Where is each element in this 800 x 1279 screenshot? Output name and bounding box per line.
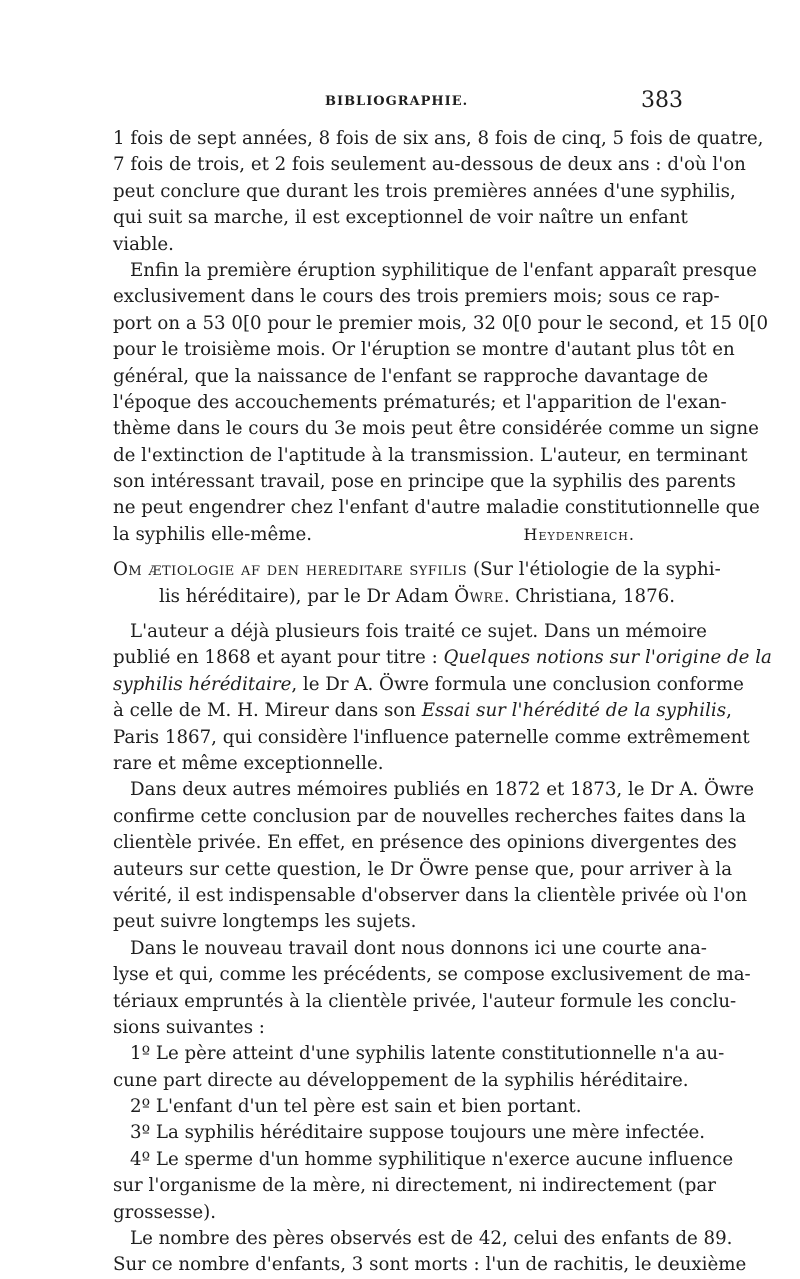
- text-line: [113, 672, 744, 698]
- text-run: , le Dr A. Öwre formula une conclusion conforme: [291, 673, 744, 695]
- page: [113, 88, 772, 1279]
- text-line: 1 fois de sept années, 8 fois de six ans, 8 fois de cinq, 5 fois de quatre,: [113, 128, 764, 149]
- text-run: publié en 1868 et ayant pour titre :: [113, 647, 444, 669]
- text-line: thème dans le cours du 3e mois peut être considérée comme un signe: [113, 418, 759, 440]
- review-2-heading: [113, 557, 721, 610]
- text-line: pour le troisième mois. Or l'éruption se montre d'autant plus tôt en: [113, 339, 735, 361]
- cited-title: Essai sur l'hérédité de la syphilis: [421, 700, 727, 722]
- text-line: son intéressant travail, pose en principe que la syphilis des parents: [113, 471, 736, 493]
- text-line: l'époque des accouchements prématurés; et l'apparition de l'exan-: [113, 391, 727, 413]
- cited-title: syphilis héréditaire: [113, 673, 292, 695]
- text-run: à celle de M. H. Mireur dans son: [113, 700, 422, 722]
- text-run: ,: [726, 700, 732, 722]
- text-line: Le nombre des pères observés est de 42, celui des enfants de 89.: [130, 1228, 733, 1250]
- text-line: Dans deux autres mémoires publiés en 1872 et 1873, le Dr A. Öwre: [130, 779, 755, 801]
- text-line: peut conclure que durant les trois premières années d'une syphilis,: [113, 180, 736, 202]
- conclusion-item: 3º La syphilis héréditaire suppose toujours une mère infectée.: [130, 1122, 706, 1144]
- text-line: Sur ce nombre d'enfants, 3 sont morts : l'un de rachitis, le deuxième: [113, 1254, 747, 1276]
- text-line: peut suivre longtemps les sujets.: [113, 911, 417, 933]
- conclusion-item: cune part directe au développement de la syphilis héréditaire.: [113, 1069, 689, 1091]
- conclusion-item: sur l'organisme de la mère, ni directement, ni indirectement (par: [113, 1175, 716, 1197]
- heading-text: lis héréditaire), par le Dr Adam: [159, 585, 455, 607]
- text-line: exclusivement dans le cours des trois premiers mois; sous ce rap-: [113, 286, 720, 308]
- text-line: Paris 1867, qui considère l'influence paternelle comme extrêmement: [113, 726, 750, 748]
- conclusion-item: 4º Le sperme d'un homme syphilitique n'exerce aucune influence: [130, 1148, 734, 1170]
- text-line: Enfin la première éruption syphilitique de l'enfant apparaît presque: [130, 259, 757, 281]
- text-line: 7 fois de trois, et 2 fois seulement au-dessous de deux ans : d'où l'on: [113, 154, 746, 176]
- text-line: de l'extinction de l'aptitude à la transmission. L'auteur, en terminant: [113, 444, 748, 466]
- running-title: BIBLIOGRAPHIE.: [325, 94, 469, 109]
- text-line: Dans le nouveau travail dont nous donnons ici une courte ana-: [130, 937, 707, 959]
- signature-line: [113, 522, 685, 548]
- text-line: port on a 53 0[0 pour le premier mois, 32 0[0 pour le second, et 15 0[0: [113, 312, 769, 334]
- text-line: vérité, il est indispensable d'observer dans la clientèle privée où l'on: [113, 884, 748, 906]
- page-number: 383: [641, 88, 683, 113]
- conclusion-item: grossesse).: [113, 1201, 217, 1223]
- text-line: [113, 645, 772, 671]
- cited-title: Quelques notions sur l'origine de la: [443, 647, 772, 669]
- conclusion-item: 2º L'enfant d'un tel père est sain et bien portant.: [130, 1096, 582, 1118]
- text-line: rare et même exceptionnelle.: [113, 752, 384, 774]
- text-line: sions suivantes :: [113, 1016, 265, 1038]
- review-2-body: [113, 619, 772, 1279]
- text-line: [113, 698, 732, 724]
- reviewer-signature: Heydenreich.: [523, 524, 635, 544]
- text-line: la syphilis elle-même.: [113, 523, 313, 545]
- text-line: L'auteur a déjà plusieurs fois traité ce sujet. Dans un mémoire: [130, 621, 707, 643]
- heading-line: [113, 557, 721, 583]
- heading-text: . Christiana, 1876.: [503, 585, 676, 607]
- heading-translation: (Sur l'étiologie de la syphi-: [467, 559, 721, 581]
- page-header: [113, 88, 685, 126]
- text-line: viable.: [113, 233, 174, 255]
- text-line: lyse et qui, comme les précédents, se compose exclusivement de ma-: [113, 964, 751, 986]
- heading-line: [113, 584, 685, 610]
- conclusion-item: 1º Le père atteint d'une syphilis latente constitutionnelle n'a au-: [130, 1043, 725, 1065]
- text-line: confirme cette conclusion par de nouvelles recherches faites dans la: [113, 805, 746, 827]
- heading-title: Om ætiologie af den hereditare syfilis: [113, 559, 468, 581]
- heading-author: Öwre: [454, 585, 504, 607]
- review-1: [113, 126, 769, 548]
- text-line: tériaux empruntés à la clientèle privée, l'auteur formule les conclu-: [113, 990, 737, 1012]
- text-line: clientèle privée. En effet, en présence des opinions divergentes des: [113, 832, 737, 854]
- text-line: qui suit sa marche, il est exceptionnel de voir naître un enfant: [113, 207, 688, 229]
- text-line: général, que la naissance de l'enfant se rapproche davantage de: [113, 365, 709, 387]
- text-line: auteurs sur cette question, le Dr Öwre pense que, pour arriver à la: [113, 858, 733, 880]
- text-line: ne peut engendrer chez l'enfant d'autre maladie constitutionnelle que: [113, 497, 760, 519]
